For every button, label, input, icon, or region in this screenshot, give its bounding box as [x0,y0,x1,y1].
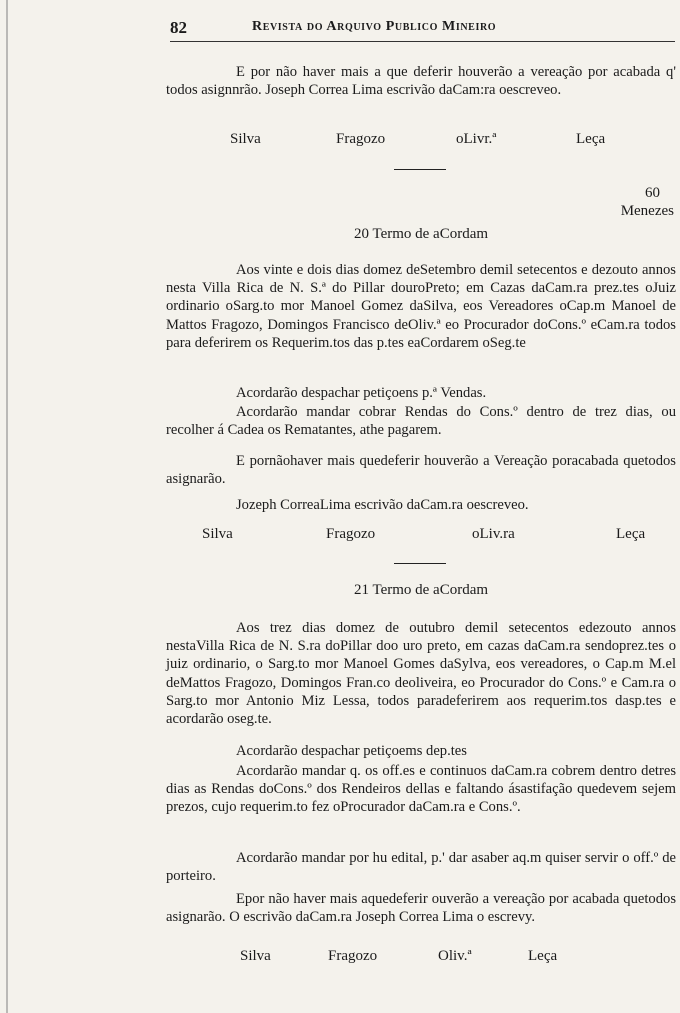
signature-oliveira: oLivr.ª [456,131,497,147]
signature-leca: Leça [528,948,558,964]
signature-silva: Silva [230,131,261,147]
running-header [170,18,678,42]
signature-fragozo: Fragozo [326,526,376,542]
running-title: Revista do Arquivo Publico Mineiro [252,19,497,34]
termo-20-closing: E pornãohaver mais quedeferir houverão a Vereação poracabada quetodos asignarão. [166,453,676,488]
previous-termo-closing: E por não haver mais a que deferir houverão a vereação por acabada q' todos asignnrão. Joseph Correa Lima escrivão daCam:ra oescreveo. [166,64,676,99]
termo-21-decision-2: Acordarão mandar q. os off.es e continuos daCam.ra cobrem dentro detres dias as Rendas doCons.º dos Rendeiros dellas e faltando ásastifação quedevem sejem prezos, cujo requerim.to fez oProcurador daCam.ra e Cons.º. [166,763,676,816]
termo-20-decision-2: Acordarão mandar cobrar Rendas do Cons.º dentro de trez dias, ou recolher á Cadea os Rematantes, athe pagarem. [166,404,676,439]
margin-note-number: 60 [645,185,660,201]
termo-21-closing: Epor não haver mais aquedeferir ouverão a vereação por acabada quetodos asignarão. O escrivão daCam.ra Joseph Correa Lima o escrevy. [166,891,676,926]
termo-20-scribe: Jozeph CorreaLima escrivão daCam.ra oescreveo. [236,497,529,513]
termo-21-opening: Aos trez dias domez de outubro demil setecentos edezouto annos nestaVilla Rica de N. S.ra doPillar doo uro preto, em cazas daCam.ra sendoprez.tes o juiz ordinario, o Sarg.to mor Manoel Gomes daSylva, eos vereadores, o Cap.m M.el deMattos Fragozo, Domingos Fran.co deoliveira, eo Procurador do Cons.º e Cam.ra o Sarg.to mor Antonio Miz Lessa, todos paradeferirem aos requerim.tos dasp.tes e acordarão oseg.te. [166,620,676,728]
signatures-termo-20 [166,526,676,546]
signature-oliveira: Oliv.ª [438,948,472,964]
margin-note-name: Menezes [620,203,674,219]
section-divider [394,563,446,564]
termo-21-heading: 21 Termo de aCordam [353,582,489,598]
signature-fragozo: Fragozo [336,131,386,147]
signature-leca: Leça [616,526,646,542]
margin-note [621,184,674,220]
page-binding-edge [6,0,8,1013]
signature-silva: Silva [202,526,233,542]
signature-oliveira: oLiv.ra [472,526,515,542]
signature-leca: Leça [576,131,606,147]
header-rule [170,41,675,42]
section-divider [394,169,446,170]
termo-20-opening: Aos vinte e dois dias domez deSetembro demil setecentos e dezouto annos nesta Villa Rica de N. S.ª do Pillar douroPreto; em Cazas daCam.ra prez.tes oJuiz ordinario oSarg.to mor Manoel Gomez daSilva, eos Vereadores oCap.m Manoel de Mattos Fragozo, Domingos Francisco deOliv.ª eo Procurador doCons.º eCam.ra todos para deferirem os Requerim.tos das p.tes eaCordarem oSeg.te [166,262,676,351]
termo-20-decision-1: Acordarão despachar petiçoens p.ª Vendas. [236,385,487,401]
signature-silva: Silva [240,948,271,964]
signature-fragozo: Fragozo [328,948,378,964]
termo-21-decision-1: Acordarão despachar petiçoems dep.tes [236,743,467,759]
page-number: 82 [170,18,187,37]
termo-20-heading: 20 Termo de aCordam [353,226,489,242]
signatures-block1 [166,131,676,151]
signatures-termo-21 [166,948,676,968]
termo-21-decision-3: Acordarão mandar por hu edital, p.' dar asaber aq.m quiser servir o off.º de porteiro. [166,850,676,885]
